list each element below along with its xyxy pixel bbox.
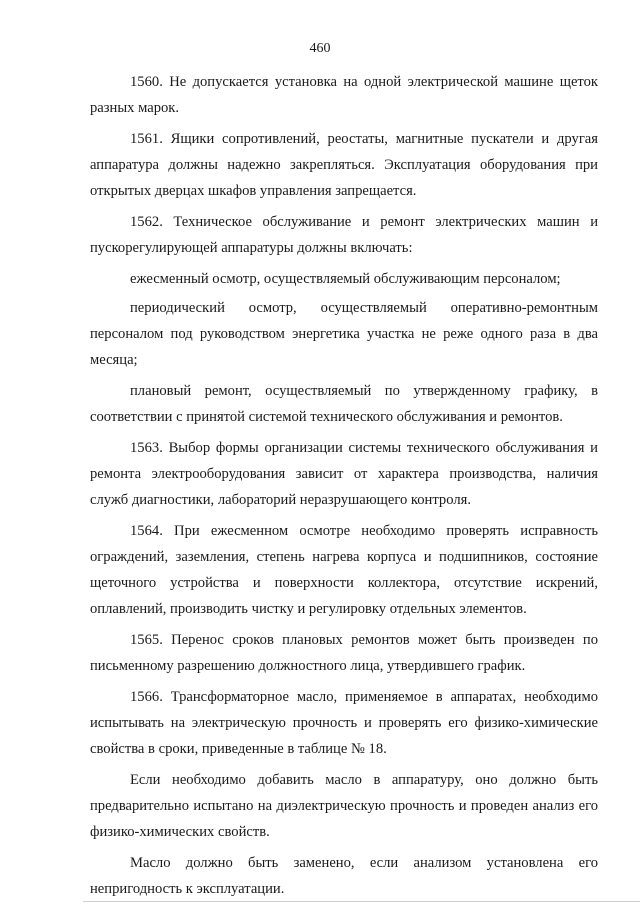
page-number: 460: [309, 41, 331, 56]
list-item-daily-inspection: ежесменный осмотр, осуществляемый обслуживающим персоналом;: [130, 271, 561, 287]
paragraph-1563: 1563. Выбор формы организации системы технического обслуживания и ремонта электрооборудования зависит от характера производства, наличия служб диагностики, лабораторий неразрушающего контроля.: [90, 440, 598, 508]
paragraph-1566: 1566. Трансформаторное масло, применяемое в аппаратах, необходимо испытывать на электрическую прочность и проверять его физико-химические свойства в сроки, приведенные в таблице № 18.: [90, 689, 598, 757]
list-item-periodic-inspection: периодический осмотр, осуществляемый оперативно-ремонтным персоналом под руководством энергетика участка не реже одного раза в два месяца;: [90, 300, 598, 368]
paragraph-oil-addition: Если необходимо добавить масло в аппаратуру, оно должно быть предварительно испытано на диэлектрическую прочность и проведен анализ его физико-химических свойств.: [90, 772, 598, 840]
body-text: [90, 69, 598, 907]
paragraph-1561: 1561. Ящики сопротивлений, реостаты, магнитные пускатели и другая аппаратура должны надежно закрепляться. Эксплуатация оборудования при открытых дверцах шкафов управления запрещается.: [90, 131, 598, 199]
paragraph-oil-replacement: Масло должно быть заменено, если анализом установлена его непригодность к эксплуатации.: [90, 855, 598, 897]
scan-edge-divider: [83, 901, 640, 902]
paragraph-1565: 1565. Перенос сроков плановых ремонтов может быть произведен по письменному разрешению должностного лица, утвердившего график.: [90, 632, 598, 674]
paragraph-1562: 1562. Техническое обслуживание и ремонт электрических машин и пускорегулирующей аппаратуры должны включать:: [90, 214, 598, 256]
list-item-planned-repair: плановый ремонт, осуществляемый по утвержденному графику, в соответствии с принятой системой технического обслуживания и ремонтов.: [90, 383, 598, 425]
paragraph-1564: 1564. При ежесменном осмотре необходимо проверять исправность ограждений, заземления, степень нагрева корпуса и подшипников, состояние щеточного устройства и поверхности коллектора, отсутствие искрений, оплавлений, производить чистку и регулировку отдельных элементов.: [90, 523, 598, 617]
paragraph-1560: 1560. Не допускается установка на одной электрической машине щеток разных марок.: [90, 74, 598, 116]
